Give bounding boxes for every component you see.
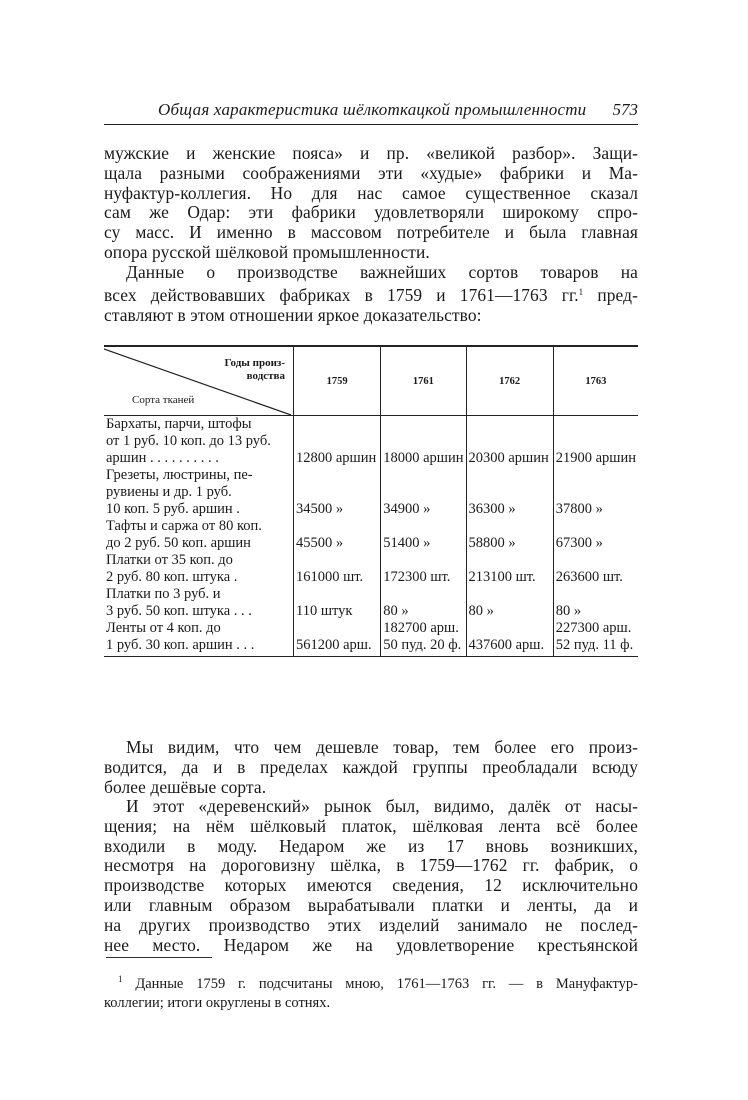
table-row [104, 416, 638, 468]
table-cell: 34500 » [294, 467, 381, 518]
table-cell: 37800 » [553, 467, 638, 518]
table-cell: 18000 аршин [381, 416, 466, 468]
text-line: ставляют в этом отношении яркое доказательство: [104, 304, 482, 325]
fabric-name: Платки по 3 руб. и 3 руб. 50 коп. штука . . . [106, 586, 252, 619]
paragraph-4 [104, 797, 638, 955]
table-row [104, 518, 638, 552]
fabric-name: Тафты и саржа от 80 коп. до 2 руб. 50 коп. аршин [106, 518, 262, 551]
table-cell: 213100 шт. [466, 552, 553, 586]
footnote-mark: 1 [118, 974, 123, 984]
text-line: сам же Одар: эти фабрики удовлетворяли широкому спро- [104, 202, 638, 223]
table-cell: 12800 аршин [294, 416, 381, 468]
page-number: 573 [612, 100, 638, 119]
text-line: нее место. Недаром же на удовлетворение крестьянской [104, 934, 638, 955]
year-header: 1759 [294, 346, 381, 416]
year-header: 1763 [553, 346, 638, 416]
table-cell: 58800 » [466, 518, 553, 552]
text-line: производстве которых имеются сведения, 12 исключительно [104, 875, 638, 896]
text-line: щения; на нём шёлковый платок, шёлковая лента всё более [104, 815, 638, 836]
text-line: более дешёвые сорта. [104, 776, 267, 797]
table-cell: 36300 » [466, 467, 553, 518]
table-row [104, 620, 638, 657]
text-line: опора русской шёлковой промышленности. [104, 241, 430, 262]
table-cell: 80 » [381, 586, 466, 620]
table-cell: 67300 » [553, 518, 638, 552]
text-fragment: пред- [597, 284, 638, 305]
text-fragment: всех действовавших фабриках в 1759 и 1761—1763 гг. [104, 284, 579, 305]
paragraph-3 [104, 738, 638, 797]
table-cell: 161000 шт. [294, 552, 381, 586]
footnote-line [104, 970, 638, 994]
corner-years-label: Годы произ- водства [224, 357, 285, 382]
text-line: щала разными соображениями эти «худые» фабрики и Ма- [104, 162, 638, 183]
text-line [104, 283, 638, 306]
paragraph-2 [104, 263, 638, 325]
table-row [104, 552, 638, 586]
paragraph-1 [104, 144, 638, 263]
text-line: нуфактур-коллегия. Но для нас самое существенное сказал [104, 182, 638, 203]
fabric-name: Грезеты, люстрины, пе- рувиены и др. 1 руб. 10 коп. 5 руб. аршин . [106, 467, 253, 517]
table-cell: 51400 » [381, 518, 466, 552]
running-header [104, 96, 638, 125]
text-line: на других производство этих изделий занимало не послед- [104, 914, 638, 935]
text-line: водится, да и в пределах каждой группы преобладали всюду [104, 756, 638, 777]
table-cell: 34900 » [381, 467, 466, 518]
text-line: или главным образом вырабатывали платки и ленты, да и [104, 894, 638, 915]
text-line: входили в моду. Недаром же из 17 вновь возникших, [104, 835, 638, 856]
table-cell: 182700 арш. 50 пуд. 20 ф. [381, 620, 466, 657]
year-header: 1761 [381, 346, 466, 416]
year-header: 1762 [466, 346, 553, 416]
footnote-ref: 1 [578, 286, 584, 297]
table-cell: 561200 арш. [294, 620, 381, 657]
table-cell: 80 » [553, 586, 638, 620]
running-title: Общая характеристика шёлкоткацкой промышленности [158, 100, 587, 119]
table-row [104, 586, 638, 620]
text-line: И этот «деревенский» рынок был, видимо, далёк от насы- [126, 796, 638, 816]
table-cell: 20300 аршин [466, 416, 553, 468]
text-fragment: Данные 1759 г. подсчитаны мною, 1761—1763 гг. — в Мануфактур- [135, 976, 638, 992]
table-cell: 172300 шт. [381, 552, 466, 586]
table-cell: 80 » [466, 586, 553, 620]
table-cell: 227300 арш. 52 пуд. 11 ф. [553, 620, 638, 657]
footnote [104, 970, 638, 1013]
text-line: Мы видим, что чем дешевле товар, тем более его произ- [126, 737, 638, 757]
table-cell: 110 штук [294, 586, 381, 620]
fabric-name: Платки от 35 коп. до 2 руб. 80 коп. штука . [106, 552, 238, 585]
table-corner-header [104, 346, 294, 416]
table-cell: 45500 » [294, 518, 381, 552]
text-line: мужские и женские пояса» и пр. «великой разбор». Защи- [104, 143, 638, 163]
corner-sorts-label: Сорта тканей [132, 394, 195, 406]
text-line: су масс. И именно в массовом потребителе и была главная [104, 222, 638, 243]
table-cell: 263600 шт. [553, 552, 638, 586]
table-cell: 21900 аршин [553, 416, 638, 468]
fabric-name: Бархаты, парчи, штофы от 1 руб. 10 коп. до 13 руб. аршин . . . . . . . . . . [106, 416, 271, 466]
fabric-name: Ленты от 4 коп. до 1 руб. 30 коп. аршин . . . [104, 620, 294, 657]
footnote-divider [106, 957, 212, 958]
text-line: Данные о производстве важнейших сортов товаров на [126, 262, 638, 282]
text-line: несмотря на дороговизну шёлка, в 1759—1762 гг. фабрик, о [104, 855, 638, 876]
table-cell: 437600 арш. [466, 620, 553, 657]
footnote-line: коллегии; итоги округлены в сотнях. [104, 995, 331, 1011]
production-table [104, 345, 638, 657]
table-row [104, 467, 638, 518]
